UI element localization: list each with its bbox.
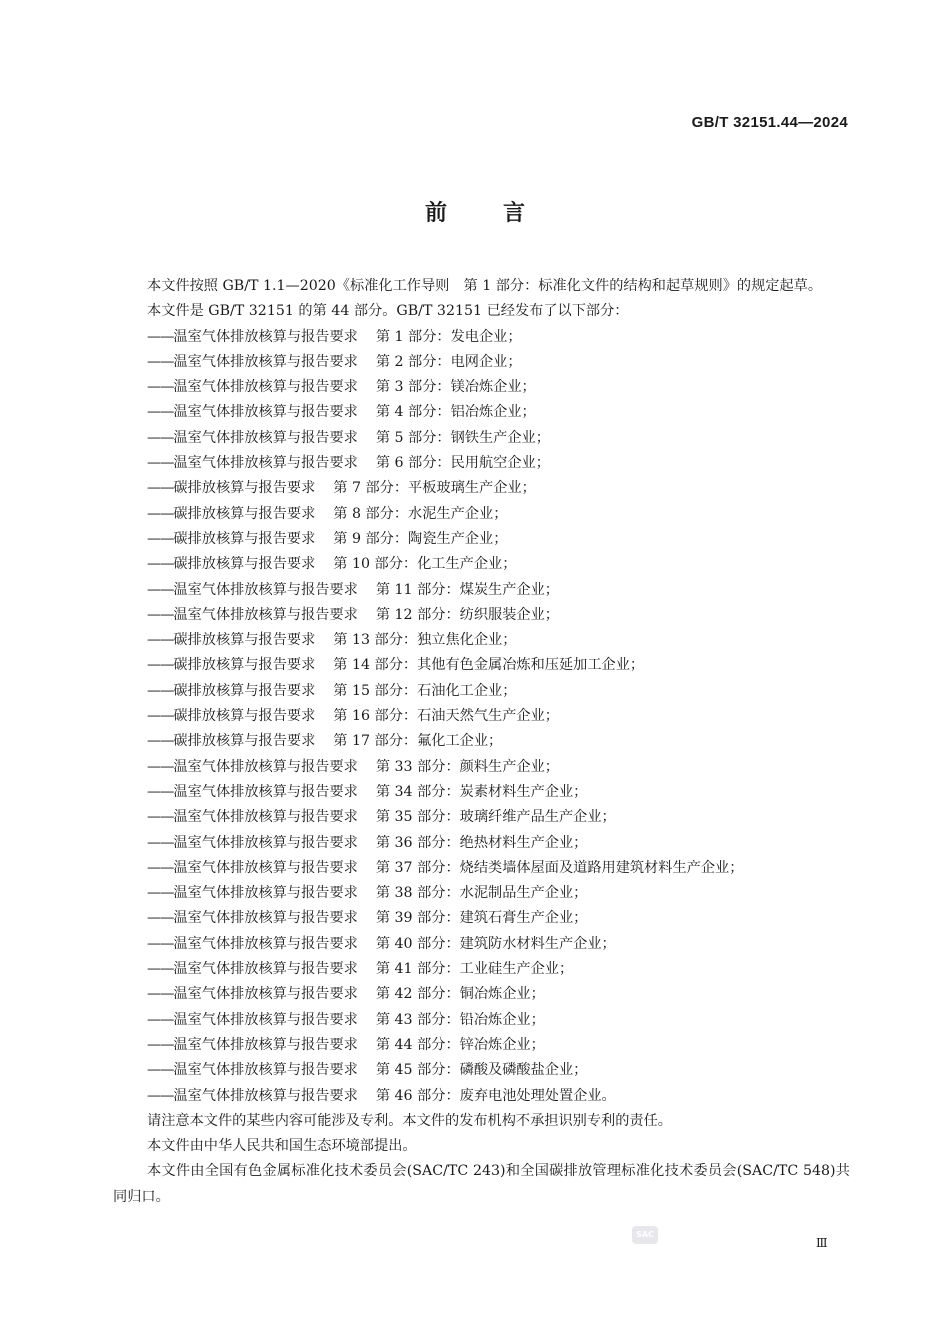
list-item (113, 350, 850, 375)
list-item-part: 第 39 部分：建筑石膏生产企业； (375, 910, 588, 927)
list-item-title: 温室气体排放核算与报告要求 (173, 885, 358, 902)
list-item-part: 第 3 部分：镁冶炼企业； (375, 379, 536, 396)
list-item-part: 第 41 部分：工业硅生产企业； (375, 961, 574, 978)
list-item (113, 1084, 850, 1109)
list-item-part: 第 33 部分：颜料生产企业； (375, 758, 559, 775)
list-dash: —— (147, 986, 174, 1003)
published-parts-list (113, 325, 850, 1109)
list-item-title: 碳排放核算与报告要求 (173, 657, 316, 674)
list-dash: —— (147, 885, 174, 902)
list-item (113, 881, 850, 906)
list-item-title: 碳排放核算与报告要求 (173, 682, 316, 699)
list-item-title: 温室气体排放核算与报告要求 (173, 783, 358, 800)
list-dash: —— (147, 1062, 174, 1079)
list-item (113, 502, 850, 527)
list-item-part: 第 34 部分：炭素材料生产企业； (375, 783, 588, 800)
list-item-part: 第 14 部分：其他有色金属冶炼和压延加工企业； (333, 657, 645, 674)
list-item (113, 400, 850, 425)
list-item (113, 451, 850, 476)
list-dash: —— (147, 455, 174, 472)
list-dash: —— (147, 404, 174, 421)
list-item-part: 第 10 部分：化工生产企业； (333, 556, 517, 573)
list-item-part: 第 17 部分：氟化工企业； (333, 733, 503, 750)
list-dash: —— (147, 480, 174, 497)
list-item-part: 第 38 部分：水泥制品生产企业； (375, 885, 588, 902)
list-item (113, 704, 850, 729)
list-item-part: 第 7 部分：平板玻璃生产企业； (333, 480, 536, 497)
sac-watermark-logo: SAC (632, 1226, 658, 1244)
list-item-part: 第 6 部分：民用航空企业； (375, 455, 550, 472)
list-dash: —— (147, 708, 174, 725)
list-item-title: 温室气体排放核算与报告要求 (173, 935, 358, 952)
list-item-part: 第 15 部分：石油化工企业； (333, 682, 517, 699)
list-item-title: 碳排放核算与报告要求 (173, 708, 316, 725)
list-dash: —— (147, 581, 174, 598)
list-item-title: 碳排放核算与报告要求 (173, 632, 316, 649)
list-item-part: 第 1 部分：发电企业； (375, 328, 522, 345)
list-item-title: 温室气体排放核算与报告要求 (173, 910, 358, 927)
title-char-1: 前 (424, 201, 447, 226)
list-item-title: 温室气体排放核算与报告要求 (173, 986, 358, 1003)
list-dash: —— (147, 632, 174, 649)
list-dash: —— (147, 910, 174, 927)
list-item (113, 653, 850, 678)
list-item (113, 325, 850, 350)
list-item-title: 碳排放核算与报告要求 (173, 556, 316, 573)
list-item (113, 527, 850, 552)
list-item (113, 729, 850, 754)
paragraph-series-intro: 本文件是 GB/T 32151 的第 44 部分。GB/T 32151 已经发布了以下部分： (147, 303, 629, 320)
list-item-part: 第 36 部分：绝热材料生产企业； (375, 834, 588, 851)
list-item (113, 1033, 850, 1058)
list-item-title: 温室气体排放核算与报告要求 (173, 455, 358, 472)
list-item-part: 第 12 部分：纺织服装企业； (375, 606, 559, 623)
list-dash: —— (147, 834, 174, 851)
list-item (113, 805, 850, 830)
list-item (113, 679, 850, 704)
list-dash: —— (147, 758, 174, 775)
list-dash: —— (147, 379, 174, 396)
list-item-title: 温室气体排放核算与报告要求 (173, 1062, 358, 1079)
list-item-part: 第 4 部分：铝冶炼企业； (375, 404, 536, 421)
paragraph-proposer: 本文件由中华人民共和国生态环境部提出。 (147, 1138, 417, 1155)
list-item-title: 温室气体排放核算与报告要求 (173, 758, 358, 775)
list-dash: —— (147, 556, 174, 573)
list-item (113, 831, 850, 856)
page-title (0, 196, 950, 227)
list-dash: —— (147, 809, 174, 826)
list-item (113, 628, 850, 653)
list-dash: —— (147, 1011, 174, 1028)
list-dash: —— (147, 1036, 174, 1053)
list-item (113, 578, 850, 603)
list-item (113, 780, 850, 805)
list-item (113, 906, 850, 931)
list-item-part: 第 2 部分：电网企业； (375, 353, 522, 370)
list-item-part: 第 8 部分：水泥生产企业； (333, 505, 508, 522)
list-item-part: 第 43 部分：铅冶炼企业； (375, 1011, 545, 1028)
list-dash: —— (147, 505, 174, 522)
list-item-part: 第 44 部分：锌冶炼企业； (375, 1036, 545, 1053)
list-item-part: 第 42 部分：铜冶炼企业； (375, 986, 545, 1003)
list-item-title: 碳排放核算与报告要求 (173, 480, 316, 497)
list-item-title: 温室气体排放核算与报告要求 (173, 379, 358, 396)
list-item (113, 375, 850, 400)
list-item-part: 第 46 部分：废弃电池处理处置企业。 (375, 1087, 616, 1104)
paragraph-technical-committee: 本文件由全国有色金属标准化技术委员会(SAC/TC 243)和全国碳排放管理标准化技术委员会(SAC/TC 548)共同归口。 (113, 1163, 850, 1205)
list-item-part: 第 11 部分：煤炭生产企业； (375, 581, 559, 598)
list-item (113, 1058, 850, 1083)
list-item (113, 603, 850, 628)
list-item (113, 957, 850, 982)
list-dash: —— (147, 859, 174, 876)
paragraph-drafting-rules: 本文件按照 GB/T 1.1—2020《标准化工作导则 第 1 部分：标准化文件的结构和起草规则》的规定起草。 (147, 278, 823, 294)
list-dash: —— (147, 1087, 174, 1104)
list-item (113, 982, 850, 1007)
list-dash: —— (147, 606, 174, 623)
list-dash: —— (147, 733, 174, 750)
list-item-title: 温室气体排放核算与报告要求 (173, 834, 358, 851)
list-item-title: 温室气体排放核算与报告要求 (173, 1087, 358, 1104)
list-item (113, 932, 850, 957)
list-item-title: 碳排放核算与报告要求 (173, 733, 316, 750)
list-dash: —— (147, 961, 174, 978)
list-item (113, 476, 850, 501)
list-dash: —— (147, 783, 174, 800)
list-item-title: 温室气体排放核算与报告要求 (173, 809, 358, 826)
list-item-title: 温室气体排放核算与报告要求 (173, 429, 358, 446)
list-item-title: 温室气体排放核算与报告要求 (173, 353, 358, 370)
list-item-title: 温室气体排放核算与报告要求 (173, 581, 358, 598)
list-item-part: 第 9 部分：陶瓷生产企业； (333, 530, 508, 547)
list-dash: —— (147, 328, 174, 345)
list-dash: —— (147, 682, 174, 699)
list-item-part: 第 45 部分：磷酸及磷酸盐企业； (375, 1062, 588, 1079)
list-item (113, 856, 850, 881)
list-item-part: 第 16 部分：石油天然气生产企业； (333, 708, 559, 725)
list-dash: —— (147, 935, 174, 952)
list-item-title: 温室气体排放核算与报告要求 (173, 961, 358, 978)
list-item-title: 碳排放核算与报告要求 (173, 505, 316, 522)
list-item-title: 温室气体排放核算与报告要求 (173, 1011, 358, 1028)
foreword-body (113, 274, 850, 1210)
list-item-part: 第 13 部分：独立焦化企业； (333, 632, 517, 649)
list-item (113, 552, 850, 577)
list-item (113, 755, 850, 780)
list-item (113, 1008, 850, 1033)
list-item-title: 温室气体排放核算与报告要求 (173, 1036, 358, 1053)
list-dash: —— (147, 657, 174, 674)
list-item-part: 第 37 部分：烧结类墙体屋面及道路用建筑材料生产企业； (375, 859, 744, 876)
standard-code: GB/T 32151.44—2024 (691, 114, 848, 131)
list-item-title: 温室气体排放核算与报告要求 (173, 606, 358, 623)
list-item-title: 温室气体排放核算与报告要求 (173, 404, 358, 421)
title-char-2: 言 (503, 201, 526, 226)
page-number: Ⅲ (816, 1236, 828, 1250)
list-item-part: 第 40 部分：建筑防水材料生产企业； (375, 935, 616, 952)
list-item-part: 第 35 部分：玻璃纤维产品生产企业； (375, 809, 616, 826)
list-item-title: 温室气体排放核算与报告要求 (173, 328, 358, 345)
list-dash: —— (147, 530, 174, 547)
paragraph-patent-notice: 请注意本文件的某些内容可能涉及专利。本文件的发布机构不承担识别专利的责任。 (147, 1112, 672, 1129)
list-item-title: 碳排放核算与报告要求 (173, 530, 316, 547)
list-item-title: 温室气体排放核算与报告要求 (173, 859, 358, 876)
list-item (113, 426, 850, 451)
list-dash: —— (147, 353, 174, 370)
list-dash: —— (147, 429, 174, 446)
list-item-part: 第 5 部分：钢铁生产企业； (375, 429, 550, 446)
